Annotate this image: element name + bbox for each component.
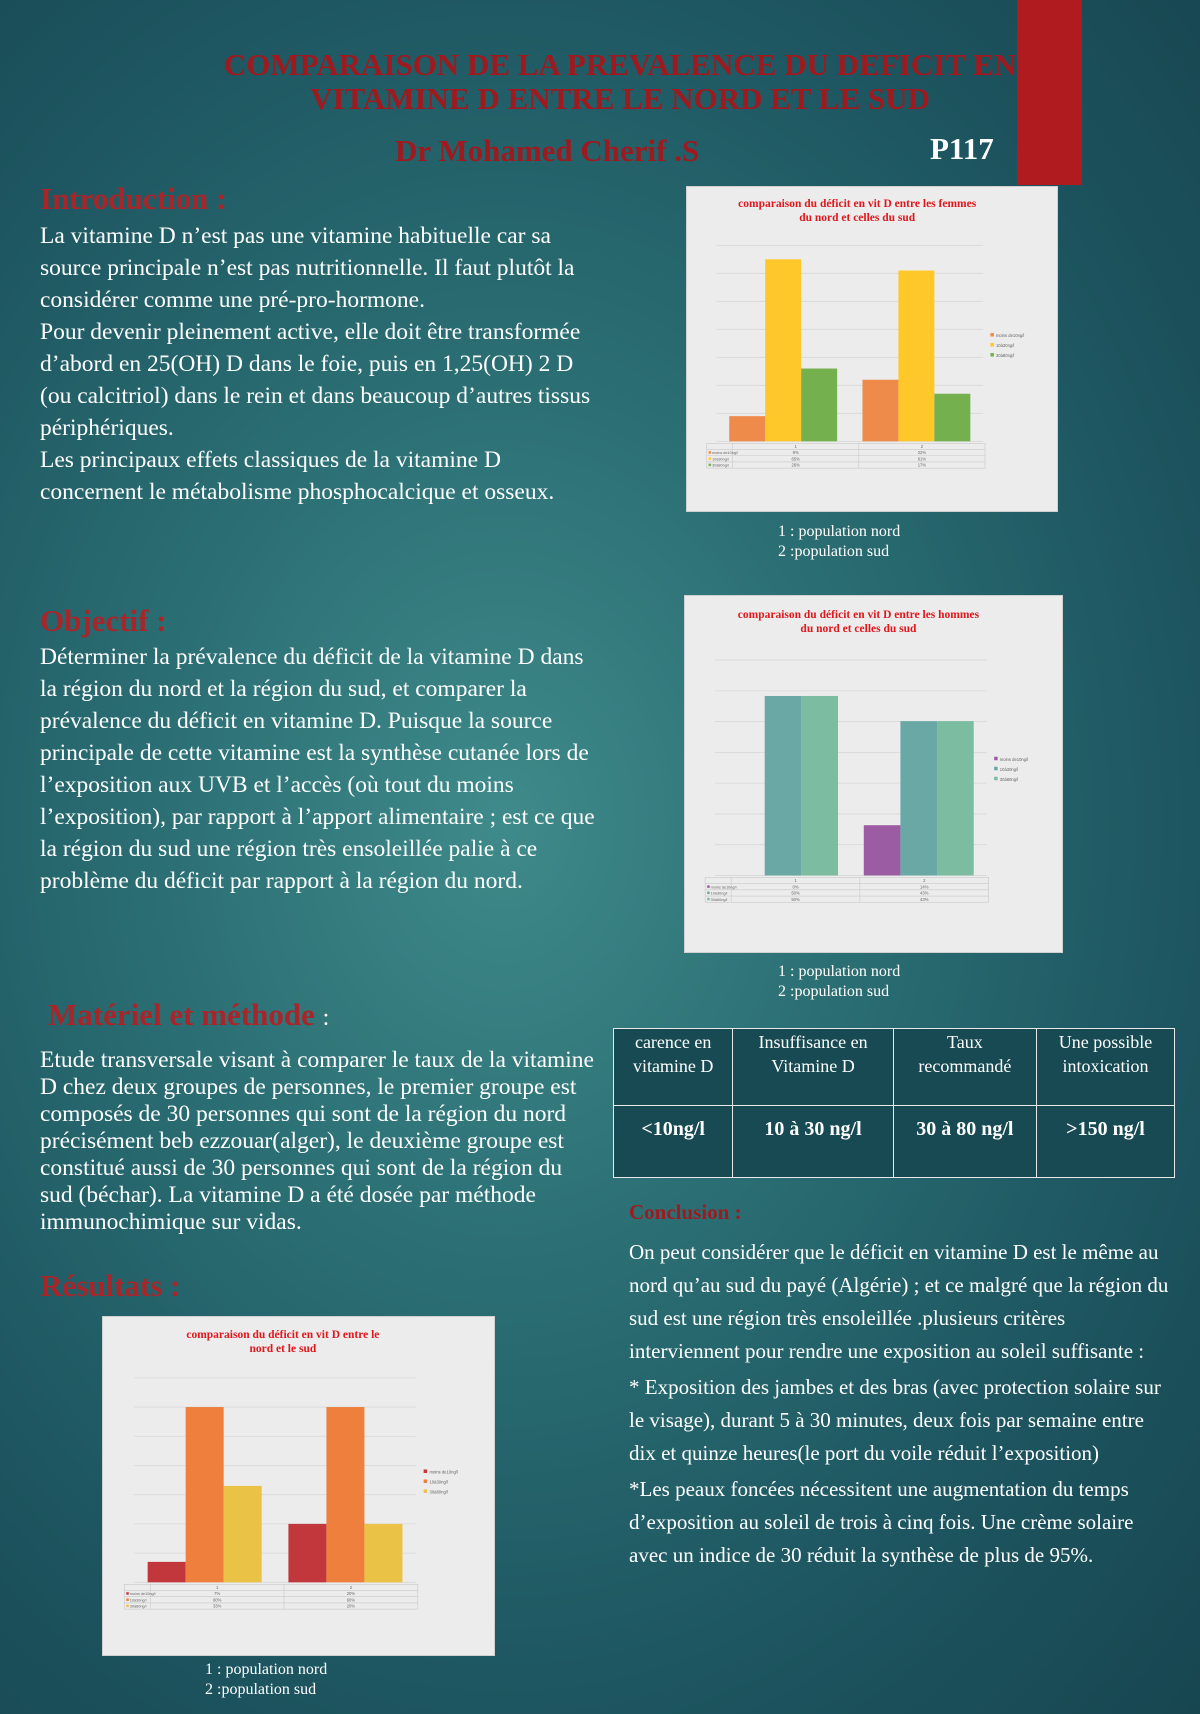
bar	[765, 259, 801, 441]
header-line: intoxication	[1062, 1056, 1149, 1076]
table-cell: 10 à 30 ng/l	[733, 1106, 893, 1178]
table-header-cell	[733, 1029, 893, 1106]
chart-caption-global	[205, 1660, 327, 1700]
data-label: 9%	[792, 450, 799, 456]
legend-swatch	[424, 1479, 428, 1483]
data-table-series-label: 30à80ng/l	[712, 463, 729, 468]
conclusion-paragraph: On peut considérer que le déficit en vitamine D est le même au nord qu’au sud du payé (Algérie) ; et ce malgré que la région du sud est une région très ensoleillée .plusieurs critères interviennent pour rendre une exposition au soleil suffisante :	[629, 1240, 1169, 1363]
data-label: 22%	[917, 450, 927, 456]
header-line: Vitamine D	[771, 1056, 855, 1076]
introduction-paragraph: La vitamine D n’est pas une vitamine habituelle car sa source principale n’est pas nutritionnelle. Il faut plutôt la considérer comme une pré-pro-hormone.	[40, 223, 575, 313]
category-label: 2	[923, 878, 926, 884]
chart-panel-global	[102, 1316, 495, 1656]
legend-label: 10à30ng/l	[995, 343, 1015, 349]
chart-global	[103, 1317, 494, 1655]
legend-swatch	[990, 343, 994, 347]
vitamin-d-reference-table	[613, 1028, 1175, 1178]
chart-title-line: comparaison du déficit en vit D entre les femmes	[738, 198, 977, 211]
conclusion-text	[629, 1236, 1169, 1575]
category-label: 1	[794, 444, 797, 450]
poster-code: P117	[930, 131, 994, 166]
data-label: 61%	[917, 456, 927, 462]
legend-swatch	[990, 333, 994, 337]
caption-line-2: 2 :population sud	[778, 983, 890, 1000]
chart-title-line: nord et le sud	[249, 1342, 317, 1355]
chart-title-line: du nord et celles du sud	[799, 212, 916, 225]
title-line-1: COMPARAISON DE LA PREVALENCE DU DEFICIT EN	[223, 47, 1017, 82]
table-cell: 30 à 80 ng/l	[893, 1106, 1036, 1178]
chart-panel-femmes	[686, 186, 1058, 512]
data-label: 43%	[920, 896, 929, 902]
methode-heading	[48, 997, 329, 1033]
introduction-heading: Introduction :	[40, 181, 227, 216]
caption-line-1: 1 : population nord	[778, 523, 901, 540]
table-row	[614, 1106, 1175, 1178]
data-table-swatch	[707, 885, 710, 888]
data-label: 33%	[212, 1603, 222, 1609]
conclusion-paragraph: * Exposition des jambes et des bras (avec protection solaire sur le visage), durant 5 à 30 minutes, deux fois par semaine entre dix et quinze heures(le port du voile réduit l’exposition)	[629, 1375, 1161, 1465]
bar	[186, 1407, 224, 1582]
data-label: 50%	[791, 890, 800, 896]
data-table-swatch	[126, 1592, 129, 1595]
bar	[801, 696, 838, 875]
bar	[801, 369, 837, 442]
legend-label: 10à30ng/l	[429, 1479, 448, 1485]
data-table-swatch	[126, 1605, 129, 1608]
chart-title-line: du nord et celles du sud	[800, 623, 917, 636]
header-line: carence en	[634, 1032, 712, 1052]
methode-heading-label: Matériel et méthode	[48, 997, 315, 1032]
data-label: 14%	[920, 884, 929, 890]
legend-label: 10à30ng/l	[999, 766, 1019, 772]
data-table-series-label: moins de10ng/l	[710, 885, 737, 890]
chart-title-line: comparaison du déficit en vit D entre le	[186, 1328, 380, 1341]
objectif-text: Déterminer la prévalence du déficit de la vitamine D dans la région du nord et la région du sud, et comparer la prévalence du déficit en vitamine D. Puisque la source principale de cette vitamine est la synthèse cutanée lors de l’exposition aux UVB et l’accès (où tout du moins l’exposition), par rapport à l’apport alimentaire ; est ce que la région du sud une région très ensoleillée palie à ce problème du déficit par rapport à la région du nord.	[40, 644, 595, 894]
data-table-series-label: moins de10ng/l	[129, 1592, 156, 1597]
bar	[729, 416, 765, 441]
legend-label: moins de10ng/l	[999, 756, 1029, 762]
category-label: 1	[215, 1585, 219, 1591]
legend-label: 30à80ng/l	[429, 1489, 448, 1495]
chart-caption-hommes	[778, 962, 900, 1002]
bar	[937, 721, 974, 875]
bar	[224, 1486, 262, 1582]
legend-swatch	[994, 767, 998, 771]
chart-title-line: comparaison du déficit en vit D entre les hommes	[737, 609, 980, 622]
legend-swatch	[990, 353, 994, 357]
data-label: 50%	[791, 896, 800, 902]
methode-text: Etude transversale visant à comparer le taux de la vitamine D chez deux groupes de personnes, le premier groupe est composés de 30 personnes qui sont de la région du nord précisément beb ezzouar(alger), le deuxième groupe est constitué aussi de 30 personnes qui sont de la région du sud (béchar). La vitamine D a été dosée par méthode immunochimique sur vidas.	[40, 1047, 594, 1235]
data-table-series-label: 30à80ng/l	[710, 897, 728, 902]
chart-caption-femmes	[778, 522, 900, 562]
introduction-paragraph: Les principaux effets classiques de la vitamine D concernent le métabolisme phosphocalcique et osseux.	[40, 447, 555, 505]
data-table-swatch	[709, 451, 712, 454]
category-label: 2	[920, 444, 924, 450]
data-table-series-label: 10à30ng/l	[710, 891, 728, 896]
poster-title	[130, 48, 1110, 116]
table-header-cell	[893, 1029, 1036, 1106]
data-table-swatch	[707, 898, 710, 901]
conclusion-paragraph: *Les peaux foncées nécessitent une augmentation du temps d’exposition au soleil de trois à cinq fois. Une crème solaire avec un indice de 30 réduit la synthèse de plus de 95%.	[629, 1477, 1134, 1567]
table-header-row	[614, 1029, 1175, 1106]
data-label: 60%	[346, 1597, 356, 1603]
introduction-text	[40, 220, 602, 508]
bar	[326, 1407, 364, 1582]
caption-line-1: 1 : population nord	[205, 1661, 328, 1678]
data-label: 20%	[346, 1603, 356, 1609]
conclusion-heading: Conclusion :	[629, 1200, 742, 1224]
header-line: Insuffisance en	[758, 1032, 868, 1052]
data-table-series-label: 10à30ng/l	[129, 1598, 147, 1603]
data-table-swatch	[709, 464, 712, 467]
table-header-cell	[614, 1029, 733, 1106]
data-label: 65%	[791, 456, 800, 462]
caption-line-2: 2 :population sud	[778, 543, 890, 560]
bar	[900, 721, 937, 875]
header-line: vitamine D	[632, 1056, 714, 1076]
legend-label: moins de10ng/l	[995, 333, 1025, 339]
legend-swatch	[994, 757, 998, 761]
table-cell: >150 ng/l	[1037, 1106, 1175, 1178]
objectif-heading: Objectif :	[40, 603, 167, 638]
bar	[934, 394, 970, 442]
data-label: 7%	[214, 1591, 221, 1597]
legend-label: moins de10ng/l	[429, 1469, 458, 1475]
chart-hommes	[685, 596, 1062, 952]
bar	[898, 271, 934, 442]
bar	[364, 1524, 402, 1582]
chart-panel-hommes	[684, 595, 1063, 953]
bar	[148, 1562, 186, 1582]
header-line: Taux	[946, 1032, 983, 1052]
data-label: 60%	[212, 1597, 222, 1603]
methode-heading-colon: :	[322, 1005, 330, 1031]
author: Dr Mohamed Cherif .S	[395, 133, 700, 168]
category-label: 1	[794, 878, 797, 884]
bar	[288, 1524, 326, 1582]
data-table-swatch	[709, 457, 712, 460]
data-label: 17%	[917, 462, 927, 468]
legend-label: 30à80ng/l	[999, 776, 1019, 782]
data-label: 43%	[920, 890, 929, 896]
header-line: recommandé	[918, 1056, 1012, 1076]
data-table-swatch	[126, 1598, 129, 1601]
caption-line-2: 2 :population sud	[205, 1681, 317, 1698]
title-line-2: VITAMINE D ENTRE LE NORD ET LE SUD	[310, 81, 930, 116]
caption-line-1: 1 : population nord	[778, 963, 901, 980]
header-line: Une possible	[1058, 1032, 1153, 1052]
bar	[862, 380, 898, 442]
legend-swatch	[994, 777, 998, 781]
data-table-series-label: moins de10ng/l	[712, 451, 738, 456]
bar	[765, 696, 802, 875]
category-label: 2	[349, 1585, 353, 1591]
data-label: 20%	[346, 1591, 356, 1597]
table-cell: <10ng/l	[614, 1106, 733, 1178]
data-label: 26%	[791, 462, 800, 468]
table-header-cell	[1037, 1029, 1175, 1106]
chart-femmes	[687, 187, 1057, 511]
resultats-heading: Résultats :	[40, 1268, 181, 1303]
legend-swatch	[424, 1469, 428, 1473]
introduction-paragraph: Pour devenir pleinement active, elle doit être transformée d’abord en 25(OH) D dans le foie, puis en 1,25(OH) 2 D (ou calcitriol) dans le rein et dans beaucoup d’autres tissus périphériques.	[40, 319, 591, 441]
data-table-series-label: 30à80ng/l	[129, 1604, 147, 1609]
legend-label: 30à80ng/l	[995, 353, 1015, 359]
legend-swatch	[424, 1489, 428, 1493]
data-table-swatch	[707, 892, 710, 895]
data-table-series-label: 10à30ng/l	[712, 457, 729, 462]
bar	[864, 825, 901, 875]
data-label: 0%	[792, 884, 799, 890]
